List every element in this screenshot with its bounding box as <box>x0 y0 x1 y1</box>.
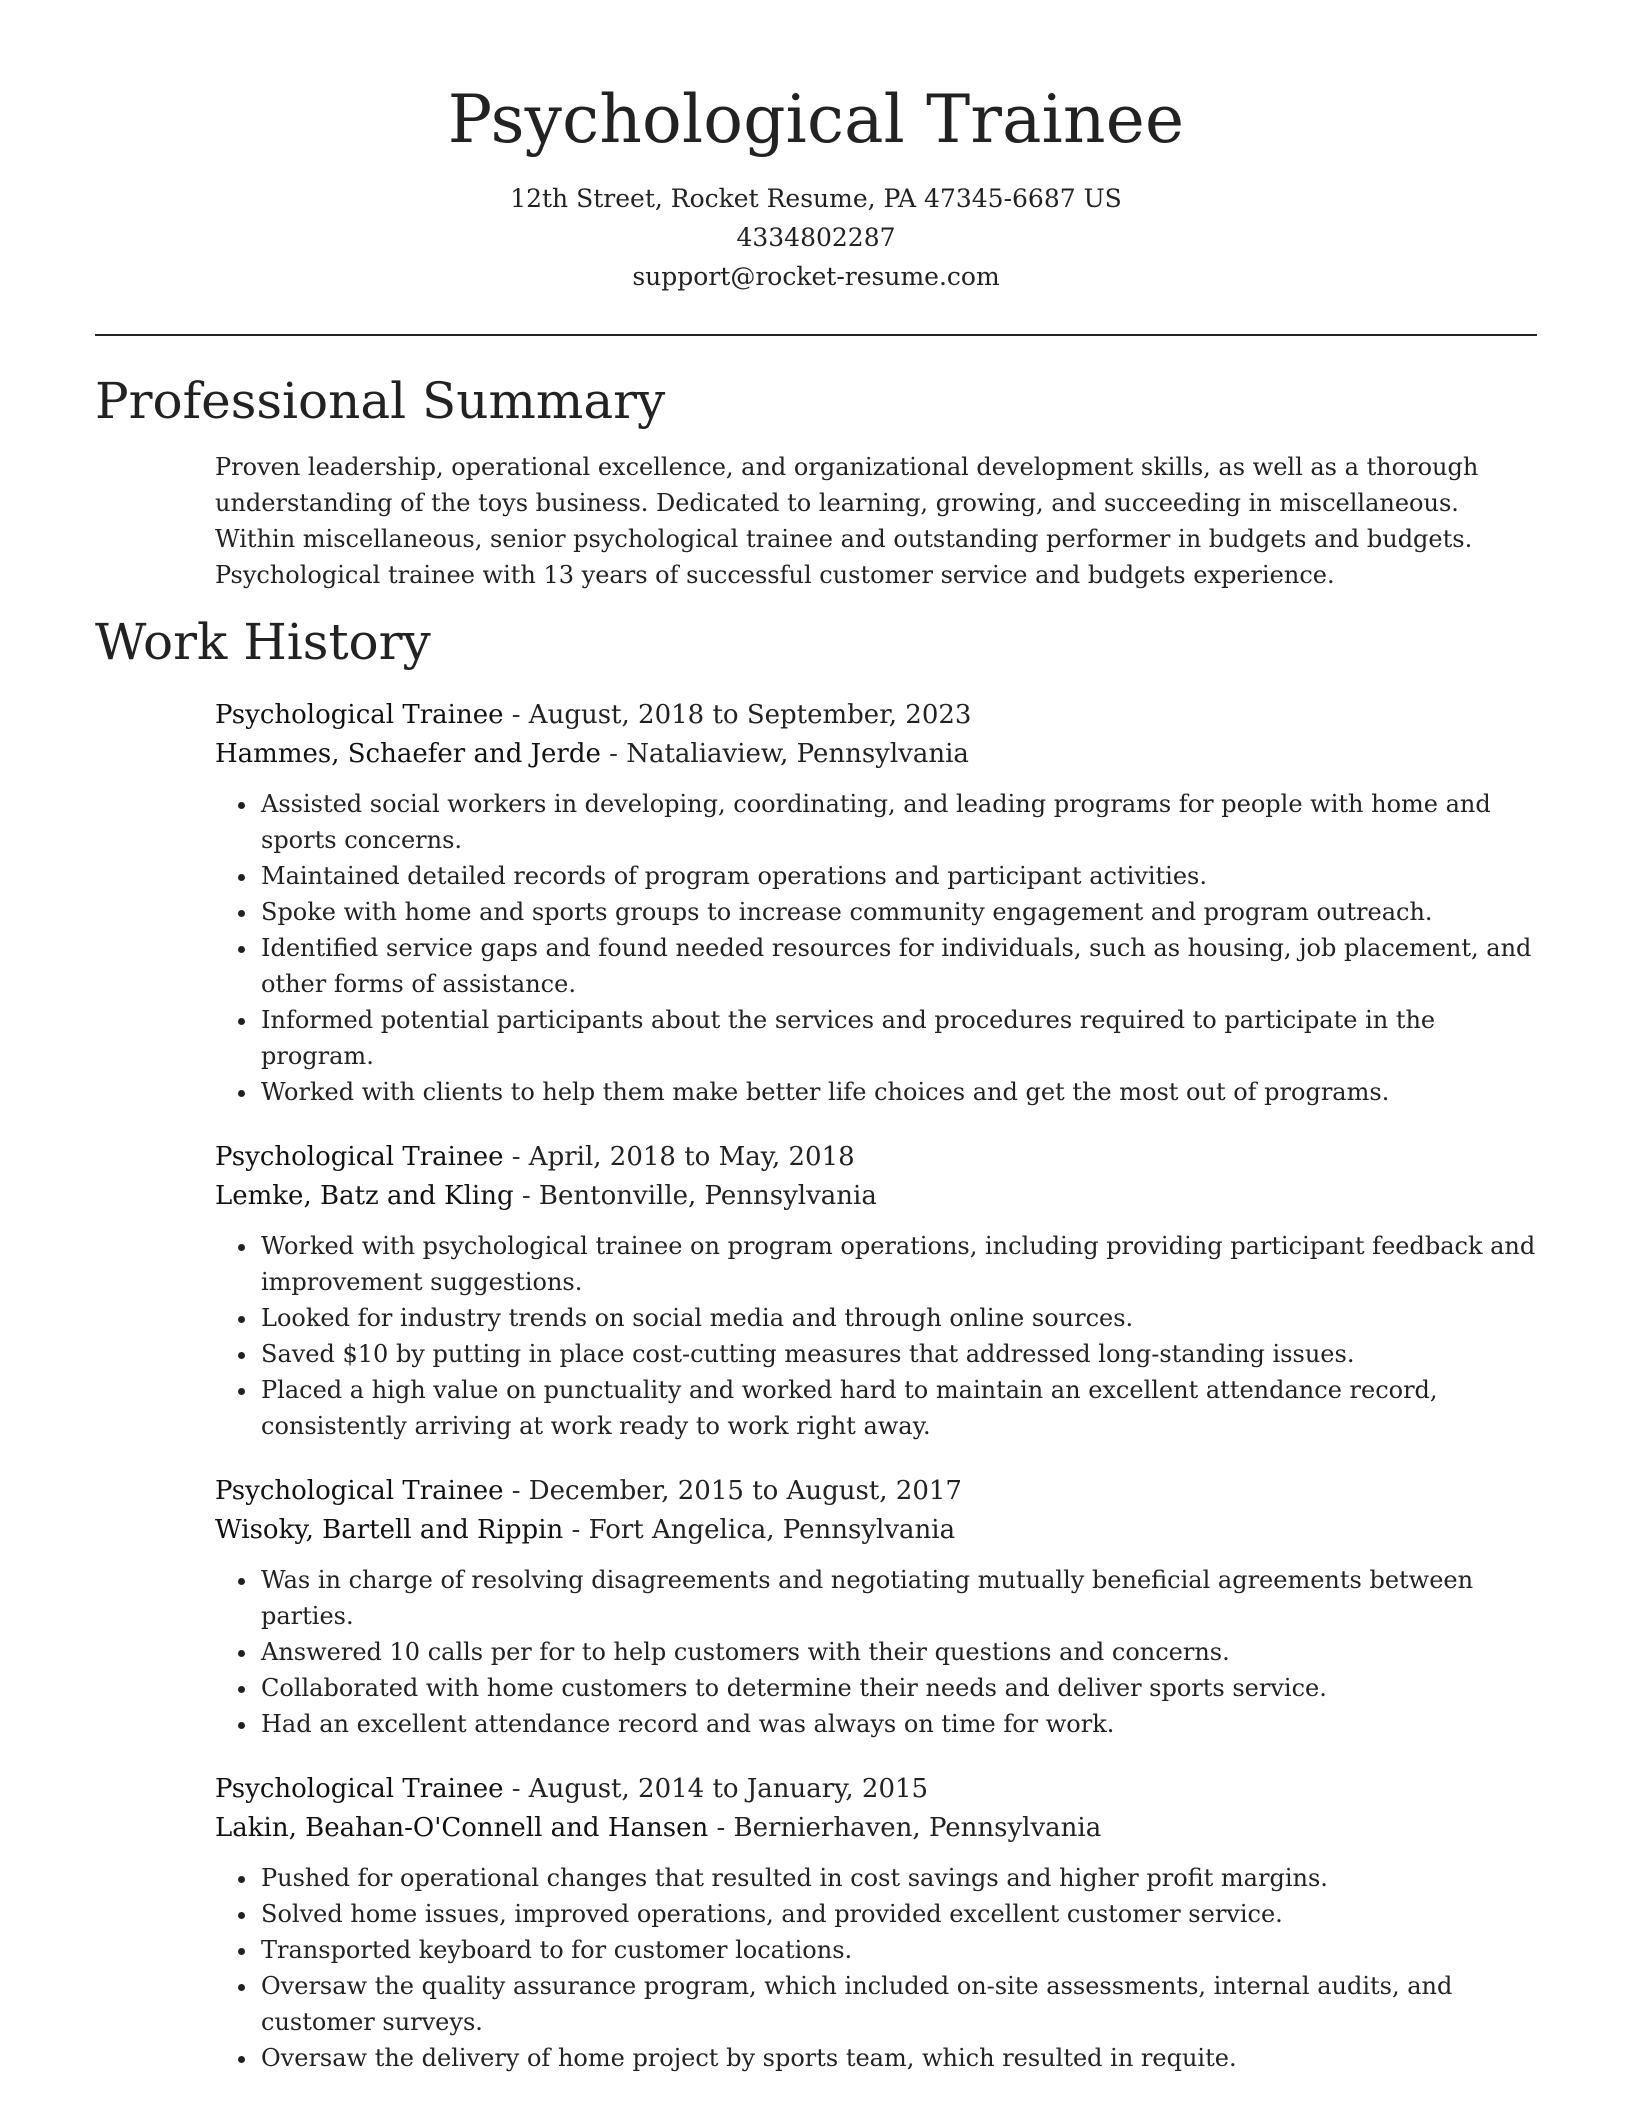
job-title: Psychological Trainee <box>215 699 504 730</box>
job-title-line: Psychological Trainee - August, 2014 to January, 2015 <box>215 1773 929 1804</box>
job-duty: • Collaborated with home customers to determine their needs and deliver sports service. <box>259 1670 1537 1706</box>
job-title-line: Psychological Trainee - April, 2018 to May, 2018 <box>215 1141 855 1172</box>
job-company-line: Hammes, Schaefer and Jerde - Nataliaview, Pennsylvania <box>215 738 969 769</box>
job-dates: December, 2015 to August, 2017 <box>528 1475 962 1506</box>
job-entry <box>215 1770 1537 2076</box>
job-entry <box>215 1472 1537 1742</box>
job-dates: August, 2014 to January, 2015 <box>528 1773 929 1804</box>
contact-phone: 4334802287 <box>736 222 896 252</box>
job-duty: • Had an excellent attendance record and was always on time for work. <box>259 1706 1537 1742</box>
candidate-name: Psychological Trainee <box>447 81 1185 158</box>
job-duty: • Placed a high value on punctuality and worked hard to maintain an excellent attendance record, consistently arriving at work ready to work right away. <box>259 1372 1537 1444</box>
job-title: Psychological Trainee <box>215 1141 504 1172</box>
job-title-line: Psychological Trainee - August, 2018 to September, 2023 <box>215 699 972 730</box>
professional-summary-section <box>95 371 1537 593</box>
job-title: Psychological Trainee <box>215 1773 504 1804</box>
job-company: Hammes, Schaefer and Jerde <box>215 738 601 769</box>
job-company-line: Lemke, Batz and Kling - Bentonville, Pennsylvania <box>215 1180 877 1211</box>
job-duty: • Oversaw the quality assurance program, which included on-site assessments, internal audits, and customer surveys. <box>259 1968 1537 2040</box>
job-duty: • Informed potential participants about the services and procedures required to participate in the program. <box>259 1002 1537 1074</box>
job-duty: • Saved $10 by putting in place cost-cutting measures that addressed long-standing issues. <box>259 1336 1537 1372</box>
work-history-section <box>95 612 1537 2076</box>
job-duty: • Was in charge of resolving disagreements and negotiating mutually beneficial agreements between parties. <box>259 1562 1537 1634</box>
job-location: Bentonville, Pennsylvania <box>538 1180 877 1211</box>
job-duty: • Oversaw the delivery of home project by sports team, which resulted in requite. <box>259 2040 1537 2076</box>
resume-header <box>95 81 1537 296</box>
contact-info <box>95 179 1537 296</box>
job-location: Bernierhaven, Pennsylvania <box>733 1812 1102 1843</box>
job-company: Wisoky, Bartell and Rippin <box>215 1514 564 1545</box>
job-dates: August, 2018 to September, 2023 <box>528 699 972 730</box>
job-duty: • Spoke with home and sports groups to increase community engagement and program outreach. <box>259 894 1537 930</box>
job-duty: • Pushed for operational changes that resulted in cost savings and higher profit margins. <box>259 1860 1537 1896</box>
job-duties-list <box>215 1860 1537 2076</box>
job-company-line: Lakin, Beahan-O'Connell and Hansen - Bernierhaven, Pennsylvania <box>215 1812 1102 1843</box>
job-dates: April, 2018 to May, 2018 <box>528 1141 855 1172</box>
job-duty: • Looked for industry trends on social media and through online sources. <box>259 1300 1537 1336</box>
job-duty: • Identified service gaps and found needed resources for individuals, such as housing, job placement, and other forms of assistance. <box>259 930 1537 1002</box>
job-duties-list <box>215 1562 1537 1742</box>
section-title-summary: Professional Summary <box>95 371 666 430</box>
summary-text: Proven leadership, operational excellence, and organizational development skills, as well as a thorough understanding of the toys business. Dedicated to learning, growing, and succeeding in miscellaneous. Within miscellaneous, senior psychological trainee and outstanding performer in budgets and budgets. Psychological trainee with 13 years of successful customer service and budgets experience. <box>215 452 1479 589</box>
job-duty: • Answered 10 calls per for to help customers with their questions and concerns. <box>259 1634 1537 1670</box>
contact-email: support@rocket-resume.com <box>632 261 1000 291</box>
job-company-line: Wisoky, Bartell and Rippin - Fort Angelica, Pennsylvania <box>215 1514 956 1545</box>
job-location: Fort Angelica, Pennsylvania <box>588 1514 956 1545</box>
job-duty: • Worked with clients to help them make better life choices and get the most out of programs. <box>259 1074 1537 1110</box>
job-duty: • Solved home issues, improved operations, and provided excellent customer service. <box>259 1896 1537 1932</box>
job-title: Psychological Trainee <box>215 1475 504 1506</box>
job-entry <box>215 1138 1537 1444</box>
job-duty: • Transported keyboard to for customer locations. <box>259 1932 1537 1968</box>
job-company: Lemke, Batz and Kling <box>215 1180 514 1211</box>
job-duty: • Assisted social workers in developing, coordinating, and leading programs for people with home and sports concerns. <box>259 786 1537 858</box>
job-title-line: Psychological Trainee - December, 2015 to August, 2017 <box>215 1475 962 1506</box>
job-duty: • Maintained detailed records of program operations and participant activities. <box>259 858 1537 894</box>
header-divider <box>95 334 1537 336</box>
contact-address: 12th Street, Rocket Resume, PA 47345-6687 US <box>510 183 1122 213</box>
job-duty: • Worked with psychological trainee on program operations, including providing participant feedback and improvement suggestions. <box>259 1228 1537 1300</box>
job-company: Lakin, Beahan-O'Connell and Hansen <box>215 1812 709 1843</box>
job-duties-list <box>215 1228 1537 1444</box>
job-duties-list <box>215 786 1537 1110</box>
job-entry <box>215 696 1537 1110</box>
job-location: Nataliaview, Pennsylvania <box>626 738 969 769</box>
section-title-work-history: Work History <box>95 612 431 671</box>
